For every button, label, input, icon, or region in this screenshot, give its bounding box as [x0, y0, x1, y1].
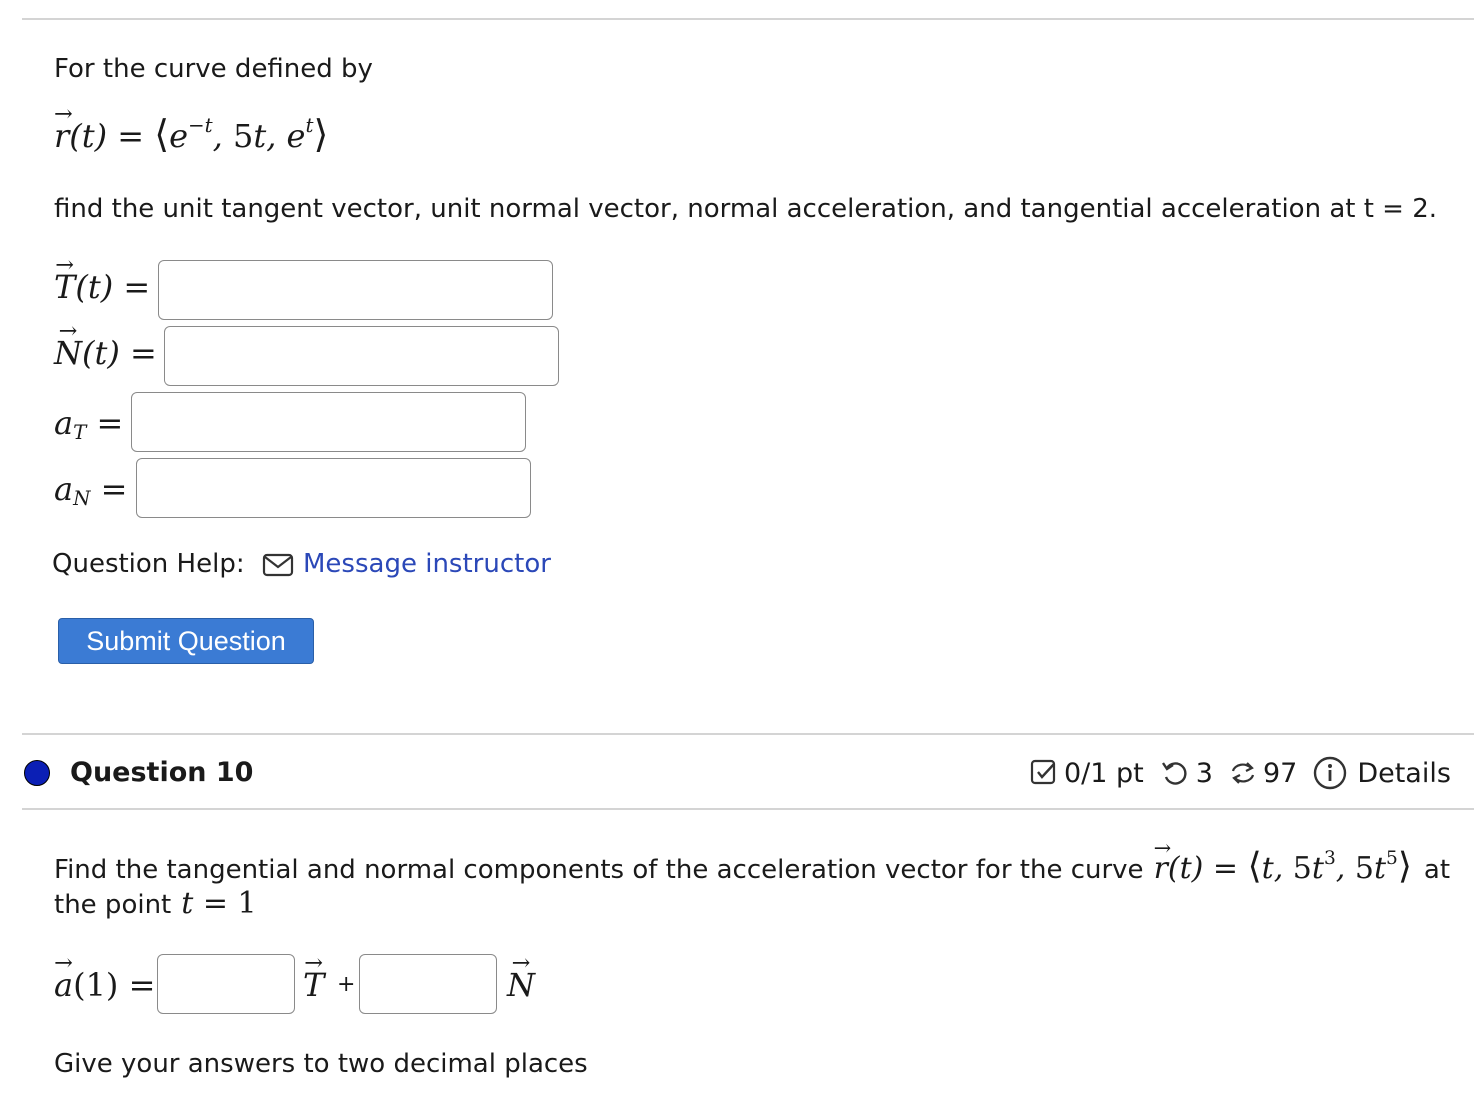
- q10-prompt-at: at: [1423, 855, 1451, 885]
- unit-tangent-label: → T(t) =: [54, 268, 150, 306]
- message-instructor-link[interactable]: Message instructor: [303, 549, 551, 579]
- q10-prompt-line2: [54, 886, 257, 921]
- q10-prompt-line1: [54, 846, 1450, 887]
- normal-accel-label: $a_N$ =: [54, 470, 128, 510]
- q10-prompt-point: the point: [54, 890, 172, 920]
- submissions-icon: [1227, 759, 1259, 787]
- submissions-count: 97: [1262, 757, 1298, 789]
- q9-intro: For the curve defined by: [54, 54, 373, 84]
- normal-component-input[interactable]: [359, 954, 497, 1014]
- unit-normal-label: → N(t) =: [54, 334, 157, 372]
- tangential-component-input[interactable]: [157, 954, 295, 1014]
- normal-vector-symbol: → N: [507, 966, 535, 1004]
- q9-curve-formula: → $r(t) = ⟨e^{-t}$, 5t, $e^t⟩$: [54, 112, 328, 156]
- q10-title: Question 10: [70, 757, 254, 788]
- unit-normal-input[interactable]: [164, 326, 559, 386]
- mail-icon[interactable]: [262, 552, 294, 578]
- question-help-label: Question Help:: [52, 549, 245, 579]
- retry-icon: [1160, 759, 1190, 787]
- q9-instruction: find the unit tangent vector, unit normal vector, normal acceleration, and tangential acceleration at t = 2.: [54, 194, 1438, 224]
- q10-curve-formula: → r(t) = ⟨t, $5t^3$, $5t^5⟩$: [1154, 846, 1412, 887]
- retries-count: 3: [1195, 757, 1213, 789]
- checkbox-icon: [1030, 759, 1058, 787]
- q10-prompt-text: Find the tangential and normal components of the acceleration vector for the curve: [54, 855, 1144, 885]
- tangential-accel-input[interactable]: [131, 392, 526, 452]
- q10-point-formula: t = 1: [181, 886, 257, 921]
- q10-top-divider: [22, 733, 1474, 735]
- q10-header-divider: [22, 808, 1474, 810]
- plus-sign: +: [337, 972, 356, 997]
- info-icon[interactable]: [1313, 756, 1347, 790]
- points-text: 0/1 pt: [1064, 757, 1144, 789]
- question-status-dot: [24, 760, 50, 786]
- q10-meta: [1030, 756, 1451, 790]
- tangential-accel-label: $a_T$ =: [54, 404, 124, 444]
- top-divider: [22, 18, 1474, 20]
- details-link[interactable]: Details: [1357, 757, 1451, 789]
- normal-accel-input[interactable]: [136, 458, 531, 518]
- q10-footer-note: Give your answers to two decimal places: [54, 1049, 588, 1079]
- acceleration-label: → a(1) =: [54, 966, 155, 1004]
- unit-tangent-input[interactable]: [158, 260, 553, 320]
- tangent-vector-symbol: → T: [303, 966, 324, 1004]
- submit-question-button[interactable]: Submit Question: [58, 618, 314, 664]
